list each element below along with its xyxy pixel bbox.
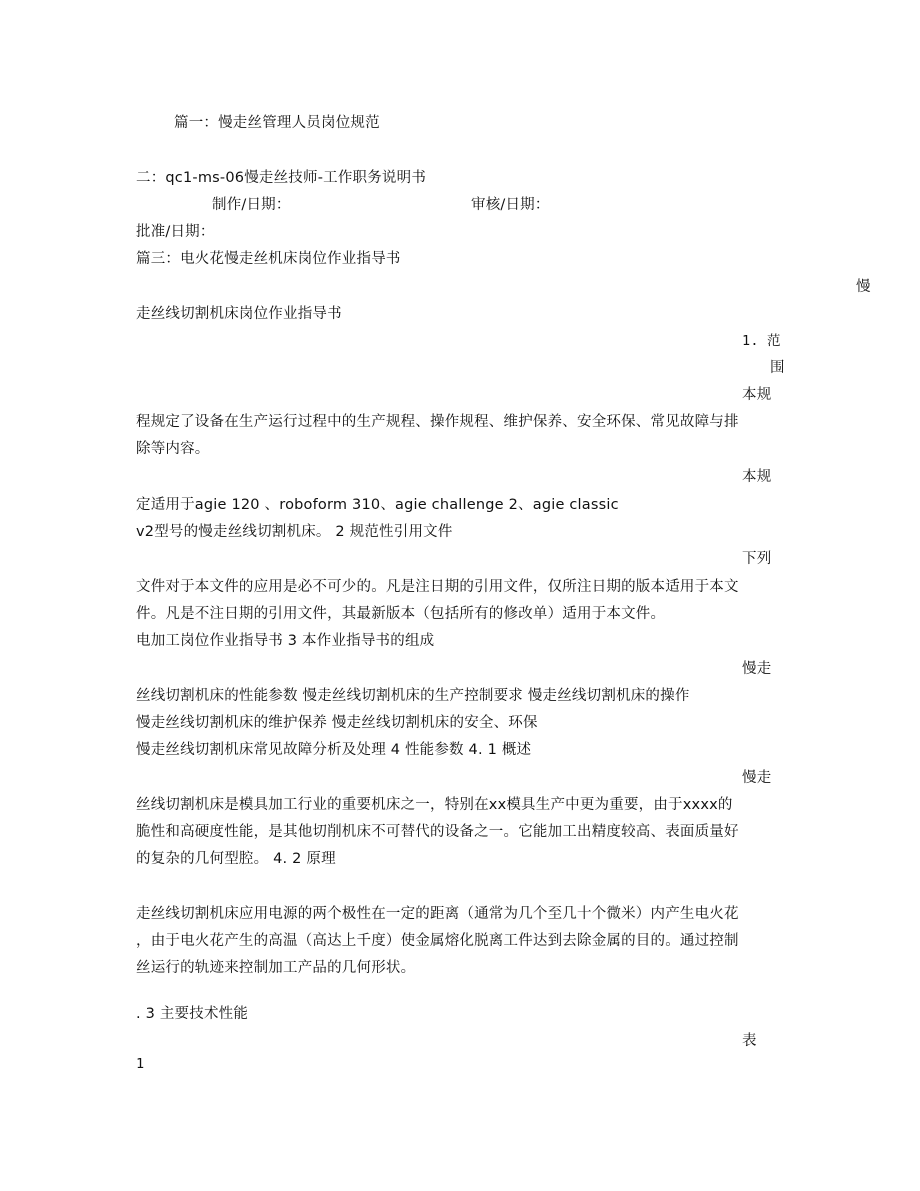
- heading-part-one: 篇一：慢走丝管理人员岗位规范: [174, 115, 380, 131]
- paragraph-line: 走丝线切割机床应用电源的两个极性在一定的距离（通常为几个至几十个微米）内产生电火花: [136, 906, 739, 922]
- section-heading-performance: . 3 主要技术性能: [136, 1006, 249, 1022]
- paragraph-line: 件。凡是不注日期的引用文件，其最新版本（包括所有的修改单）适用于本文件。: [136, 606, 666, 622]
- text-fragment: 本规: [742, 387, 772, 403]
- paragraph-line: 程规定了设备在生产运行过程中的生产规程、操作规程、维护保养、安全环保、常见故障与排: [136, 414, 739, 430]
- text-fragment: 本规: [742, 469, 772, 485]
- text-fragment: 下列: [742, 551, 772, 567]
- heading-part-three: 篇三：电火花慢走丝机床岗位作业指导书: [136, 251, 401, 267]
- text-fragment: 慢走: [742, 770, 772, 786]
- paragraph-line: 丝运行的轨迹来控制加工产品的几何形状。: [136, 960, 416, 976]
- text-fragment: 慢: [856, 279, 871, 295]
- paragraph-line: 慢走丝线切割机床常见故障分析及处理 4 性能参数 4. 1 概述: [136, 742, 532, 758]
- heading-part-two: 二：qc1-ms-06慢走丝技师-工作职务说明书: [136, 170, 427, 186]
- paragraph-line: 除等内容。: [136, 441, 210, 457]
- reviewed-by-date-label: 审核/日期：: [471, 197, 550, 213]
- text-fragment: 慢走: [742, 661, 772, 677]
- approved-by-date-label: 批准/日期：: [136, 224, 215, 240]
- paragraph-line: 慢走丝线切割机床的维护保养 慢走丝线切割机床的安全、环保: [136, 715, 538, 731]
- paragraph-line: 脆性和高硬度性能，是其他切削机床不可替代的设备之一。它能加工出精度较高、表面质量好: [136, 824, 739, 840]
- paragraph-line: ，由于电火花产生的高温（高达上千度）使金属熔化脱离工件达到去除金属的目的。通过控制: [136, 933, 739, 949]
- table-number: 1: [136, 1056, 145, 1072]
- paragraph-line: 的复杂的几何型腔。 4. 2 原理: [136, 851, 336, 867]
- paragraph-line: 丝线切割机床的性能参数 慢走丝线切割机床的生产控制要求 慢走丝线切割机床的操作: [136, 688, 690, 704]
- paragraph-line: 电加工岗位作业指导书 3 本作业指导书的组成: [136, 633, 435, 649]
- section-number-scope: 1. 范: [742, 333, 781, 349]
- document-subtitle: 走丝线切割机床岗位作业指导书: [136, 306, 342, 322]
- table-label: 表: [742, 1033, 757, 1049]
- paragraph-line: 文件对于本文件的应用是必不可少的。凡是注日期的引用文件，仅所注日期的版本适用于本文: [136, 579, 739, 595]
- paragraph-line: 定适用于agie 120 、roboform 310、agie challenge 2、agie classic: [136, 497, 619, 513]
- made-by-date-label: 制作/日期：: [212, 197, 291, 213]
- section-title-scope: 围: [770, 360, 785, 376]
- paragraph-line: 丝线切割机床是模具加工行业的重要机床之一，特别在xx模具生产中更为重要，由于xxxx的: [136, 797, 733, 813]
- paragraph-line: v2型号的慢走丝线切割机床。 2 规范性引用文件: [136, 524, 453, 540]
